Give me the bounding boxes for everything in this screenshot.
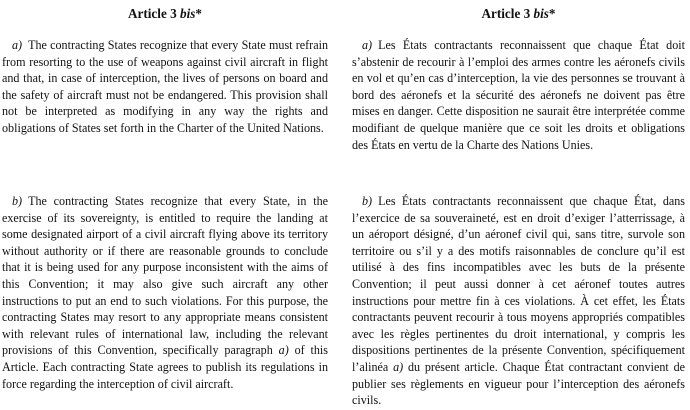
- paragraph-marker: b): [362, 194, 373, 208]
- title-asterisk: *: [195, 6, 202, 21]
- english-article-title: [2, 6, 328, 22]
- french-paragraph-b: [352, 193, 685, 409]
- paragraph-reference: a): [393, 359, 404, 374]
- title-text: Article 3: [128, 6, 180, 21]
- paragraph-marker: a): [12, 38, 23, 52]
- paragraph-text-end: du présent article. Chaque État contractant convient de publier ses règlements en vigueur pour l’interception des aéronefs civils.: [352, 359, 685, 408]
- english-paragraph-a: [2, 37, 328, 137]
- paragraph-text: The contracting States recognize that every State must refrain from resorting to the use of weapons against civil aircraft in flight and that, in case of interception, the lives of persons on board and the safety of aircraft must not be endangered. This provision shall not be interpreted as modifying in any way the rights and obligations of States set forth in the Charter of the United Nations.: [2, 38, 328, 135]
- title-text: Article 3: [481, 6, 534, 21]
- paragraph-marker: b): [12, 194, 23, 208]
- english-paragraph-b: [2, 193, 328, 392]
- paragraph-marker: a): [362, 38, 373, 52]
- paragraph-text: The contracting States recognize that every State, in the exercise of its sovereignty, is entitled to require the landing at some designated airport of a civil aircraft flying above its territory without authority or if there are reasonable grounds to conclude that it is being used for any purpose inconsistent with the aims of this Convention; it may also give such aircraft any other instructions to put an end to such violations. For this purpose, the contracting States may resort to any appropriate means consistent with relevant rules of international law, including the relevant provisions of this Convention, specifically paragraph: [2, 194, 328, 358]
- title-asterisk: *: [548, 6, 556, 21]
- french-paragraph-a: [352, 37, 685, 153]
- paragraph-text: Les États contractants reconnaissent que chaque État doit s’abstenir de recourir à l’emploi des armes contre les aéronefs civils en vol et qu’en cas d’interception, la vie des personnes se trouvant à bord des aéronefs et la sécurité des aéronefs ne doivent pas être mises en danger. Cette disposition ne saurait être interprétée comme modifiant de quelque manière que ce soit les droits et obligations des États en vertu de la Charte des Nations Unies.: [352, 38, 685, 152]
- paragraph-text-end: of this Article. Each contracting State agrees to publish its regulations in force regarding the interception of civil aircraft.: [2, 343, 328, 391]
- title-bis: bis: [533, 6, 549, 21]
- french-article-title: [352, 6, 685, 22]
- title-bis: bis: [180, 6, 196, 21]
- paragraph-text: Les États contractants reconnaissent que chaque État, dans l’exercice de sa souveraineté, est en droit d’exiger l’atterrissage, à un aéroport désigné, d’un aéronef civil qui, sans titre, survole son territoire ou s’il y a des motifs raisonnables de conclure qu’il est utilisé à des fins incompatibles avec les buts de la présente Convention; il peut aussi donner à cet aéronef toutes autres instructions pour mettre fin à ces violations. À cet effet, les États contractants peuvent recourir à tous moyens appropriés compatibles avec les règles pertinentes du droit international, y compris les dispositions pertinentes de la présente Convention, spécifiquement l’alinéa: [352, 194, 685, 374]
- paragraph-reference: a): [278, 343, 289, 358]
